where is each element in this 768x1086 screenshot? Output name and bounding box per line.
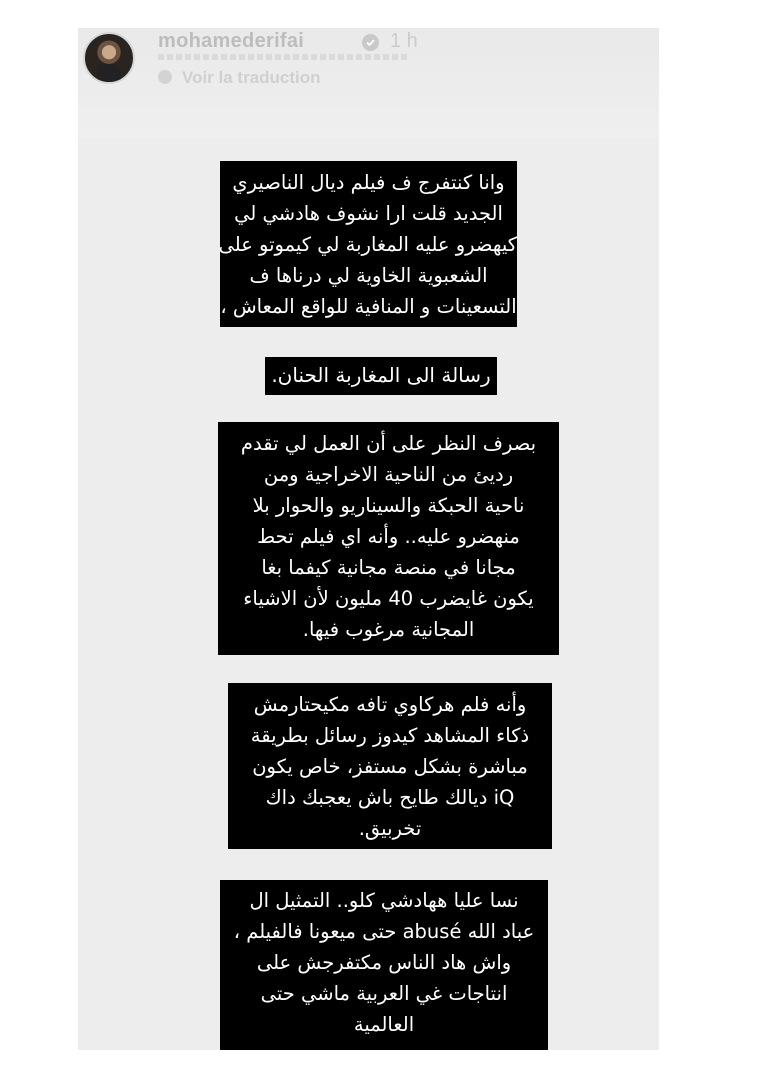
text-block-4 <box>228 683 552 849</box>
text-line: الشعبوية الخاوية لي درناها ف <box>249 264 488 287</box>
text-line: منهضرو عليه.. وأنه اي فيلم تحط <box>257 525 520 548</box>
text-line: التسعينات و المنافية للواقع المعاش ، <box>220 295 517 318</box>
text-line: انتاجات غي العربية ماشي حتى <box>260 982 508 1005</box>
translate-label: Voir la traduction <box>182 68 321 87</box>
text-block-1 <box>220 161 517 327</box>
text-line: بصرف النظر على أن العمل لي تقدم <box>240 432 537 455</box>
text-block-3 <box>218 422 559 655</box>
story-frame <box>78 28 659 1050</box>
text-line: رسالة الى المغاربة الحنان. <box>271 363 491 387</box>
text-line: مجانا في منصة مجانية كيفما بغا <box>261 556 516 579</box>
text-line: وأنه فلم هركاوي تافه مكيحتارمش <box>253 693 527 716</box>
text-block-5 <box>220 880 548 1050</box>
text-line: ناحية الحبكة والسيناريو والحوار بلا <box>252 494 525 517</box>
text-line: رديئ من الناحية الاخراجية ومن <box>263 463 514 486</box>
text-line: العالمية <box>353 1013 415 1036</box>
username[interactable]: mohamederifai <box>158 30 305 52</box>
avatar[interactable] <box>83 32 135 84</box>
text-line: نسا عليا ههادشي كلو.. التمثيل ال <box>249 889 519 912</box>
audio-info <box>158 54 408 60</box>
text-line: مباشرة بشكل مستفز، خاص يكون <box>252 755 528 778</box>
translate-icon <box>158 70 172 84</box>
text-line: المجانية مرغوب فيها. <box>302 618 475 641</box>
text-line: الجديد قلت ارا نشوف هادشي لي <box>234 202 503 225</box>
text-line: تخربيق. <box>358 817 422 840</box>
text-line: يكون غايضرب 40 مليون لأن الاشياء <box>243 587 534 610</box>
text-block-2 <box>265 357 497 395</box>
text-line: وانا كنتفرج ف فيلم ديال الناصيري <box>232 171 505 194</box>
text-line: ذكاء المشاهد كيدوز رسائل بطريقة <box>250 724 530 747</box>
text-line: iQ ديالك طايح باش يعجبك داك <box>265 786 515 809</box>
story-header <box>78 28 659 138</box>
translate-link[interactable] <box>158 68 321 88</box>
text-line: عباد الله abusé حتى ميعونا فالفيلم ، <box>233 920 535 943</box>
verified-badge-icon <box>362 34 379 51</box>
text-line: واش هاد الناس مكتفرجش على <box>256 951 512 974</box>
text-line: كيهضرو عليه المغاربة لي كيموتو على <box>218 233 517 256</box>
post-time: 1 h <box>390 30 418 52</box>
